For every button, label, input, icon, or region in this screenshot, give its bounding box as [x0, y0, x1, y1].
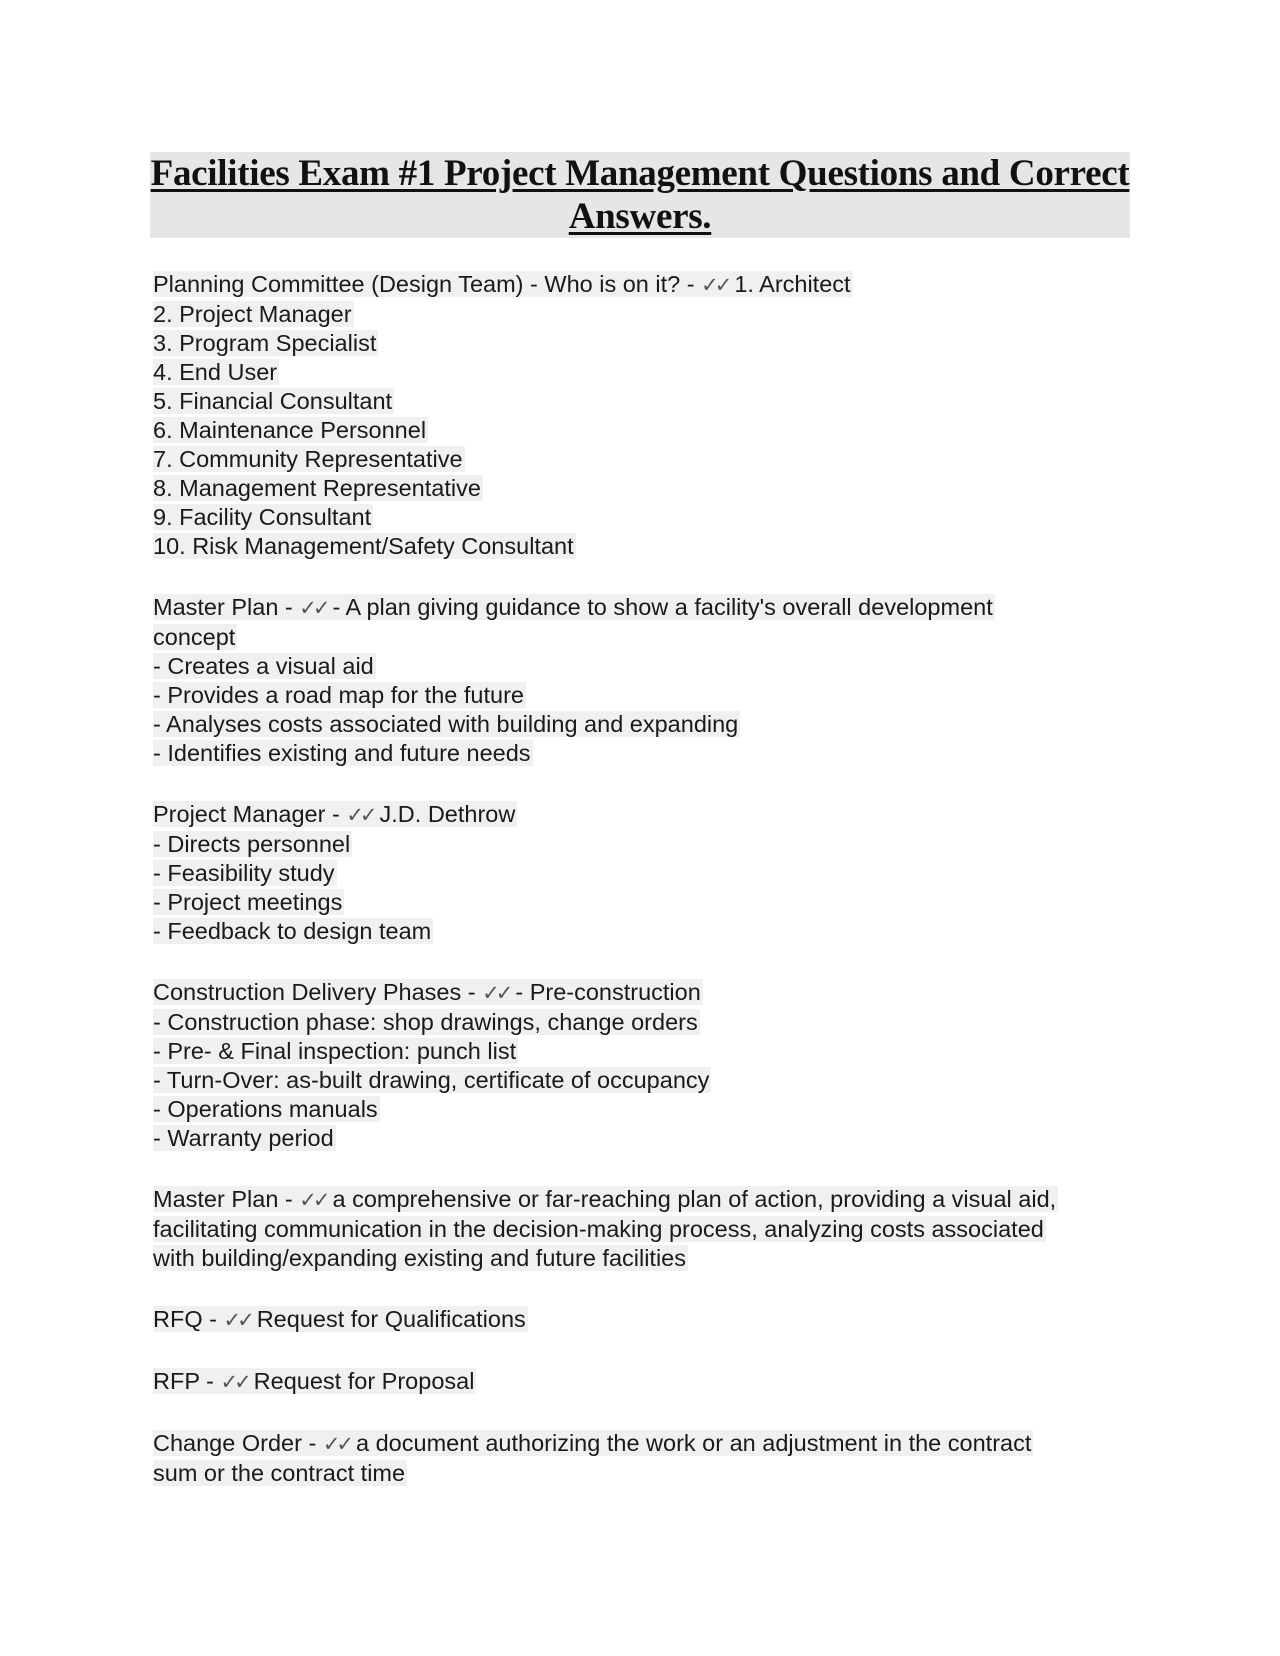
answer-line: [153, 739, 1113, 768]
answer-line-text: - Creates a visual aid: [153, 653, 374, 679]
answer-line: [153, 1124, 1113, 1153]
question-term: Planning Committee (Design Team) - Who is on it? -: [153, 271, 702, 297]
document-title-banner: [150, 152, 1130, 238]
answer-line: [153, 710, 1113, 739]
question-highlight: [153, 1430, 1033, 1456]
answer-line: [153, 1244, 1113, 1273]
flashcard-question-line: [153, 593, 1113, 623]
answer-line-text: 5. Financial Consultant: [153, 388, 393, 414]
answer-text: 1. Architect: [734, 271, 851, 297]
answer-line: [153, 1037, 1113, 1066]
flashcard-entry: [153, 270, 1113, 561]
question-highlight: [153, 979, 703, 1005]
answer-line: [153, 329, 1113, 358]
question-term: RFQ -: [153, 1306, 224, 1332]
double-check-icon: ✓✓: [701, 273, 729, 297]
answer-line-text: 7. Community Representative: [153, 446, 463, 472]
answer-line-text: - Warranty period: [153, 1125, 334, 1151]
answer-text: a comprehensive or far-reaching plan of action, providing a visual aid,: [332, 1186, 1057, 1212]
double-check-icon: ✓✓: [322, 1432, 351, 1456]
answer-line-text: facilitating communication in the decision-making process, analyzing costs associated: [153, 1216, 1044, 1242]
answer-text: - A plan giving guidance to show a facility's overall development: [332, 594, 993, 620]
answer-line: [153, 1066, 1113, 1095]
question-highlight: [153, 1368, 476, 1394]
answer-line: [153, 300, 1113, 329]
answer-line-text: 10. Risk Management/Safety Consultant: [153, 533, 574, 559]
document-title-line-1: Facilities Exam #1 Project Management Questions and Correct: [150, 153, 1130, 194]
flashcard-entry: [153, 1305, 1113, 1335]
answer-line-text: 4. End User: [153, 359, 278, 385]
answer-line-text: 9. Facility Consultant: [153, 504, 372, 530]
answer-text: Request for Qualifications: [256, 1306, 526, 1332]
question-highlight: [153, 801, 517, 827]
answer-line-text: - Analyses costs associated with building and expanding: [153, 711, 739, 737]
answer-line: [153, 1095, 1113, 1124]
answer-line-text: 3. Program Specialist: [153, 330, 377, 356]
answer-line-text: - Operations manuals: [153, 1096, 378, 1122]
answer-line: [153, 681, 1113, 710]
answer-line-text: with building/expanding existing and future facilities: [153, 1245, 686, 1271]
flashcard-entry: [153, 1185, 1113, 1273]
answer-line-text: - Provides a road map for the future: [153, 682, 524, 708]
question-highlight: [153, 594, 995, 620]
document-title-line-2: Answers.: [568, 196, 712, 237]
answer-text: - Pre-construction: [515, 979, 701, 1005]
answer-line: [153, 859, 1113, 888]
answer-line-text: - Directs personnel: [153, 831, 351, 857]
question-term: Change Order -: [153, 1430, 323, 1456]
question-term: Construction Delivery Phases -: [153, 979, 483, 1005]
answer-line-text: - Feasibility study: [153, 860, 335, 886]
answer-line: [153, 387, 1113, 416]
double-check-icon: ✓✓: [299, 1188, 327, 1212]
answer-line: [153, 1215, 1113, 1244]
double-check-icon: ✓✓: [482, 981, 510, 1005]
answer-line-text: 8. Management Representative: [153, 475, 481, 501]
double-check-icon: ✓✓: [223, 1308, 251, 1332]
question-highlight: [153, 1306, 528, 1332]
flashcard-question-line: [153, 270, 1113, 300]
flashcard-entry: [153, 1429, 1113, 1488]
answer-line-text: - Feedback to design team: [153, 918, 432, 944]
answer-line: [153, 917, 1113, 946]
question-highlight: [153, 1186, 1058, 1212]
double-check-icon: ✓✓: [299, 596, 327, 620]
answer-line: [153, 830, 1113, 859]
answer-line: [153, 445, 1113, 474]
double-check-icon: ✓✓: [220, 1370, 248, 1394]
answer-line-text: concept: [153, 624, 236, 650]
answer-line: [153, 652, 1113, 681]
flashcard-entry: [153, 978, 1113, 1153]
answer-line-text: - Construction phase: shop drawings, change orders: [153, 1009, 698, 1035]
answer-text: J.D. Dethrow: [379, 801, 516, 827]
answer-text: a document authorizing the work or an adjustment in the contract: [356, 1430, 1032, 1456]
flashcard-question-line: [153, 1367, 1113, 1397]
question-term: Project Manager -: [153, 801, 347, 827]
flashcard-entry: [153, 1367, 1113, 1397]
answer-line: [153, 503, 1113, 532]
answer-line-text: - Pre- & Final inspection: punch list: [153, 1038, 517, 1064]
answer-line-text: 2. Project Manager: [153, 301, 352, 327]
answer-line: [153, 888, 1113, 917]
flashcard-question-line: [153, 1429, 1113, 1459]
answer-text: Request for Proposal: [253, 1368, 475, 1394]
flashcard-entry: [153, 593, 1113, 768]
question-term: Master Plan -: [153, 594, 300, 620]
answer-line: [153, 623, 1113, 652]
question-highlight: [153, 271, 853, 297]
flashcard-question-line: [153, 978, 1113, 1008]
answer-line: [153, 532, 1113, 561]
flashcard-question-line: [153, 1185, 1113, 1215]
answer-line-text: - Project meetings: [153, 889, 343, 915]
answer-line: [153, 474, 1113, 503]
answer-line-text: - Turn-Over: as-built drawing, certificate of occupancy: [153, 1067, 710, 1093]
answer-line: [153, 358, 1113, 387]
flashcard-question-line: [153, 1305, 1113, 1335]
answer-line-text: 6. Maintenance Personnel: [153, 417, 427, 443]
answer-line: [153, 416, 1113, 445]
answer-line-text: - Identifies existing and future needs: [153, 740, 531, 766]
double-check-icon: ✓✓: [346, 803, 374, 827]
answer-line: [153, 1459, 1113, 1488]
answer-line-text: sum or the contract time: [153, 1460, 406, 1486]
flashcard-entry: [153, 800, 1113, 946]
flashcard-list: [153, 270, 1113, 1488]
question-term: Master Plan -: [153, 1186, 300, 1212]
flashcard-question-line: [153, 800, 1113, 830]
answer-line: [153, 1008, 1113, 1037]
question-term: RFP -: [153, 1368, 221, 1394]
